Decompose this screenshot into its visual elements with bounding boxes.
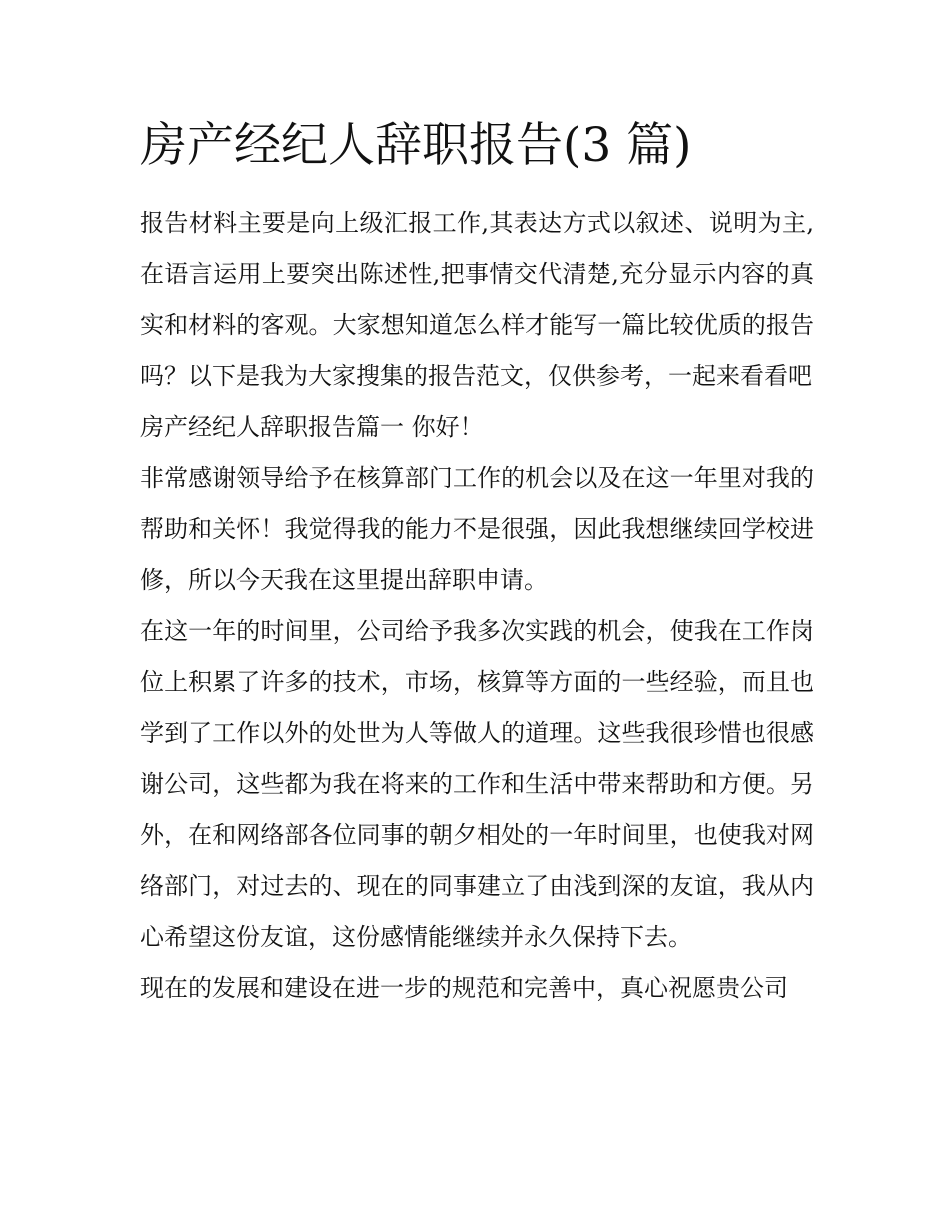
document-title: 房产经纪人辞职报告(3 篇) [140, 118, 692, 173]
intro-paragraph: 报告材料主要是向上级汇报工作,其表达方式以叙述、说明为主,在语言运用上要突出陈述性,把事情交代清楚,充分显示内容的真实和材料的客观。大家想知道怎么样才能写一篇比较优质的报告吗？以下是我为大家搜集的报告范文，仅供参考，一起来看看吧 [140, 209, 814, 390]
section-heading-paragraph: 房产经纪人辞职报告篇一 你好！ [140, 413, 484, 441]
body-paragraph: 非常感谢领导给予在核算部门工作的机会以及在这一年里对我的帮助和关怀！我觉得我的能力不是很强，因此我想继续回学校进修，所以今天我在这里提出辞职申请。 [140, 464, 814, 594]
document-body [140, 198, 814, 1014]
body-paragraph: 现在的发展和建设在进一步的规范和完善中，真心祝愿贵公司 [140, 974, 788, 1002]
body-paragraph: 在这一年的时间里，公司给予我多次实践的机会，使我在工作岗位上积累了许多的技术，市场，核算等方面的一些经验，而且也学到了工作以外的处世为人等做人的道理。这些我很珍惜也很感谢公司，这些都为我在将来的工作和生活中带来帮助和方便。另外，在和网络部各位同事的朝夕相处的一年时间里，也使我对网络部门，对过去的、现在的同事建立了由浅到深的友谊，我从内心希望这份友谊，这份感情能继续并永久保持下去。 [140, 617, 814, 951]
